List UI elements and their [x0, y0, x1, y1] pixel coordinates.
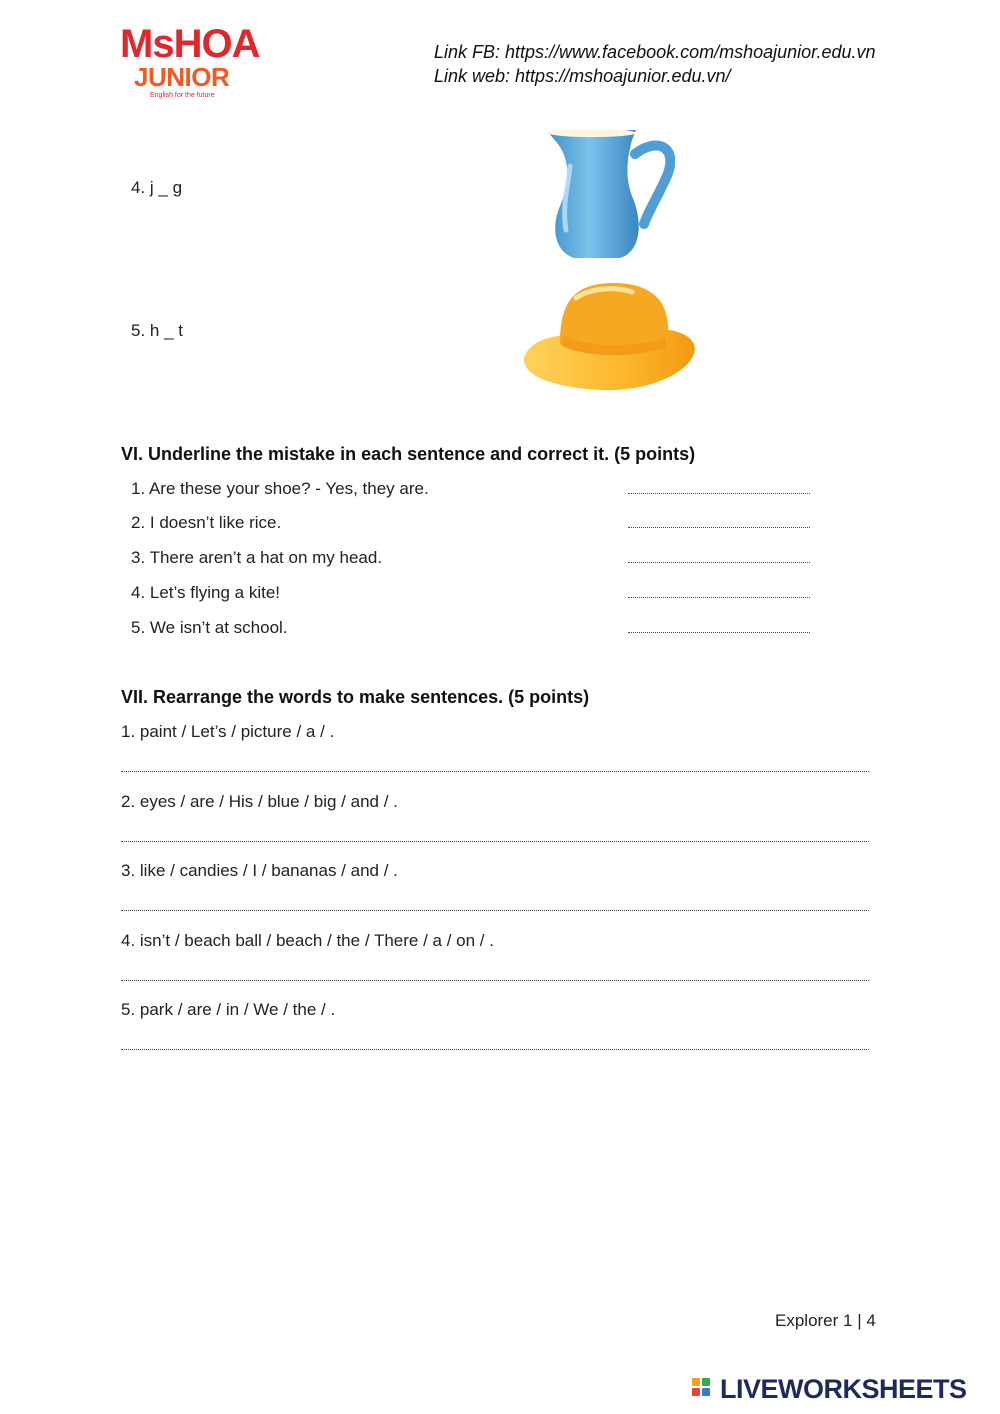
s6-sentence: 4. Let’s flying a kite!	[131, 583, 280, 602]
answer-line[interactable]	[121, 1049, 869, 1050]
section-6-title: VI. Underline the mistake in each sentence and correct it. (5 points)	[121, 444, 696, 464]
s7-prompt: 5. park / are / in / We / the / .	[121, 1000, 336, 1019]
answer-blank[interactable]	[628, 527, 810, 528]
hat-icon	[520, 278, 698, 394]
liveworksheets-brand: LIVEWORKSHEETS	[720, 1374, 967, 1404]
s6-item	[131, 618, 821, 640]
s7-prompt: 3. like / candies / I / bananas / and / .	[121, 861, 398, 880]
s7-prompt: 2. eyes / are / His / blue / big / and / .	[121, 792, 398, 811]
logo-sub-text: JUNIOR	[134, 62, 230, 92]
s7-prompt: 1. paint / Let’s / picture / a / .	[121, 722, 335, 741]
answer-line[interactable]	[121, 910, 869, 911]
logo-tagline: English for the future	[150, 92, 215, 99]
s7-prompt: 4. isn’t / beach ball / beach / the / There / a / on / .	[121, 931, 494, 950]
mshoa-junior-logo	[120, 24, 270, 104]
s6-sentence: 3. There aren’t a hat on my head.	[131, 548, 383, 567]
answer-line[interactable]	[121, 841, 869, 842]
liveworksheets-logo	[692, 1374, 992, 1404]
vocab-item-hat: 5. h _ t	[131, 321, 183, 340]
s6-sentence: 1. Are these your shoe? - Yes, they are.	[131, 479, 429, 498]
s6-item	[131, 479, 821, 501]
answer-blank[interactable]	[628, 493, 810, 494]
page-label: Explorer 1 | 4	[775, 1311, 876, 1330]
s6-item	[131, 583, 821, 605]
answer-blank[interactable]	[628, 597, 810, 598]
answer-line[interactable]	[121, 980, 869, 981]
answer-line[interactable]	[121, 771, 869, 772]
s6-sentence: 5. We isn’t at school.	[131, 618, 288, 637]
answer-blank[interactable]	[628, 562, 810, 563]
s6-sentence: 2. I doesn’t like rice.	[131, 513, 282, 532]
logo-main-text: MsHOA	[120, 22, 260, 66]
header-links	[434, 40, 876, 88]
s6-item	[131, 548, 821, 570]
facebook-link[interactable]: Link FB: https://www.facebook.com/mshoajunior.edu.vn	[434, 42, 876, 62]
website-link[interactable]: Link web: https://mshoajunior.edu.vn/	[434, 66, 731, 86]
s6-item	[131, 513, 821, 535]
jug-icon	[540, 126, 675, 262]
answer-blank[interactable]	[628, 632, 810, 633]
vocab-item-jug: 4. j _ g	[131, 178, 183, 197]
section-7-title: VII. Rearrange the words to make sentences. (5 points)	[121, 687, 590, 707]
